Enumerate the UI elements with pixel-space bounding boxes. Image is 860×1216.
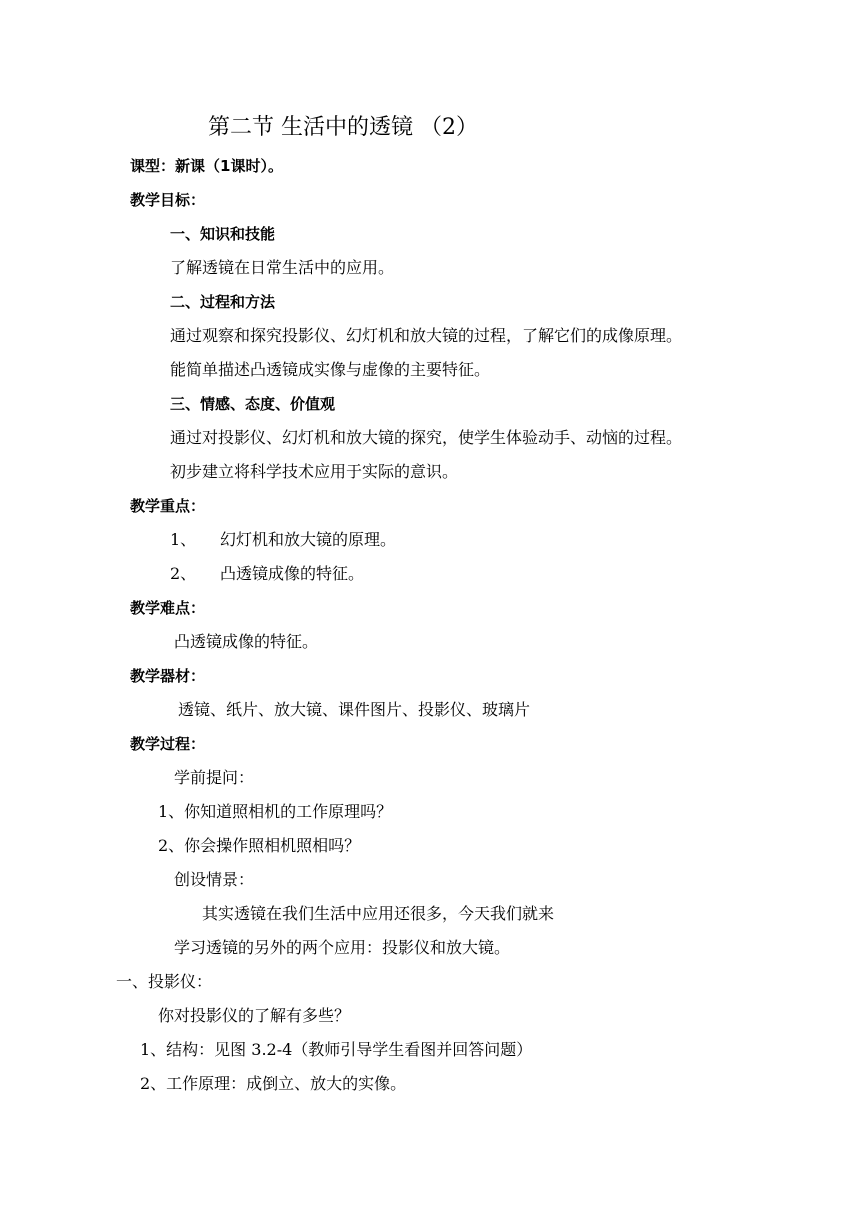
structure-item: 1、结构：见图 3.2-4（教师引导学生看图并回答问题） xyxy=(140,1040,533,1059)
key-point-item xyxy=(170,564,364,584)
goal3-text-2: 初步建立将科学技术应用于实际的意识。 xyxy=(170,462,459,481)
key-point-number: 2、 xyxy=(170,564,197,583)
pre-question-label: 学前提问： xyxy=(174,768,255,787)
section-heading-projector: 一、投影仪： xyxy=(116,972,213,991)
scenario-label: 创设情景： xyxy=(174,870,255,889)
materials-text: 透镜、纸片、放大镜、课件图片、投影仪、玻璃片 xyxy=(178,700,531,719)
section-question: 你对投影仪的了解有多些？ xyxy=(158,1006,351,1025)
key-points-heading: 教学重点： xyxy=(130,497,206,515)
key-point-text: 幻灯机和放大镜的原理。 xyxy=(220,530,397,549)
goals-heading: 教学目标： xyxy=(130,191,206,209)
goal1-text: 了解透镜在日常生活中的应用。 xyxy=(170,258,395,277)
question-1: 1、你知道照相机的工作原理吗？ xyxy=(158,802,393,821)
goal1-heading: 一、知识和技能 xyxy=(170,225,276,243)
page-title: 第二节 生活中的透镜 （2） xyxy=(208,115,478,140)
key-point-number: 1、 xyxy=(170,530,197,549)
materials-heading: 教学器材： xyxy=(130,667,206,685)
goal3-text-1: 通过对投影仪、幻灯机和放大镜的探究，使学生体验动手、动恼的过程。 xyxy=(170,428,683,447)
process-heading: 教学过程： xyxy=(130,735,206,753)
key-point-item xyxy=(170,530,396,550)
key-point-text: 凸透镜成像的特征。 xyxy=(220,564,365,583)
goal3-heading: 三、情感、态度、价值观 xyxy=(170,395,336,413)
question-2: 2、你会操作照相机照相吗？ xyxy=(158,836,361,855)
lesson-type: 课型：新课（1课时）。 xyxy=(130,157,283,175)
difficulty-heading: 教学难点： xyxy=(130,599,206,617)
goal2-text-1: 通过观察和探究投影仪、幻灯机和放大镜的过程，了解它们的成像原理。 xyxy=(170,326,683,345)
goal2-heading: 二、过程和方法 xyxy=(170,293,276,311)
difficulty-text: 凸透镜成像的特征。 xyxy=(174,632,319,651)
principle-item: 2、工作原理：成倒立、放大的实像。 xyxy=(140,1074,407,1093)
goal2-text-2: 能简单描述凸透镜成实像与虚像的主要特征。 xyxy=(170,360,491,379)
scenario-text-2: 学习透镜的另外的两个应用：投影仪和放大镜。 xyxy=(174,938,511,957)
scenario-text-1: 其实透镜在我们生活中应用还很多，今天我们就来 xyxy=(202,904,555,923)
